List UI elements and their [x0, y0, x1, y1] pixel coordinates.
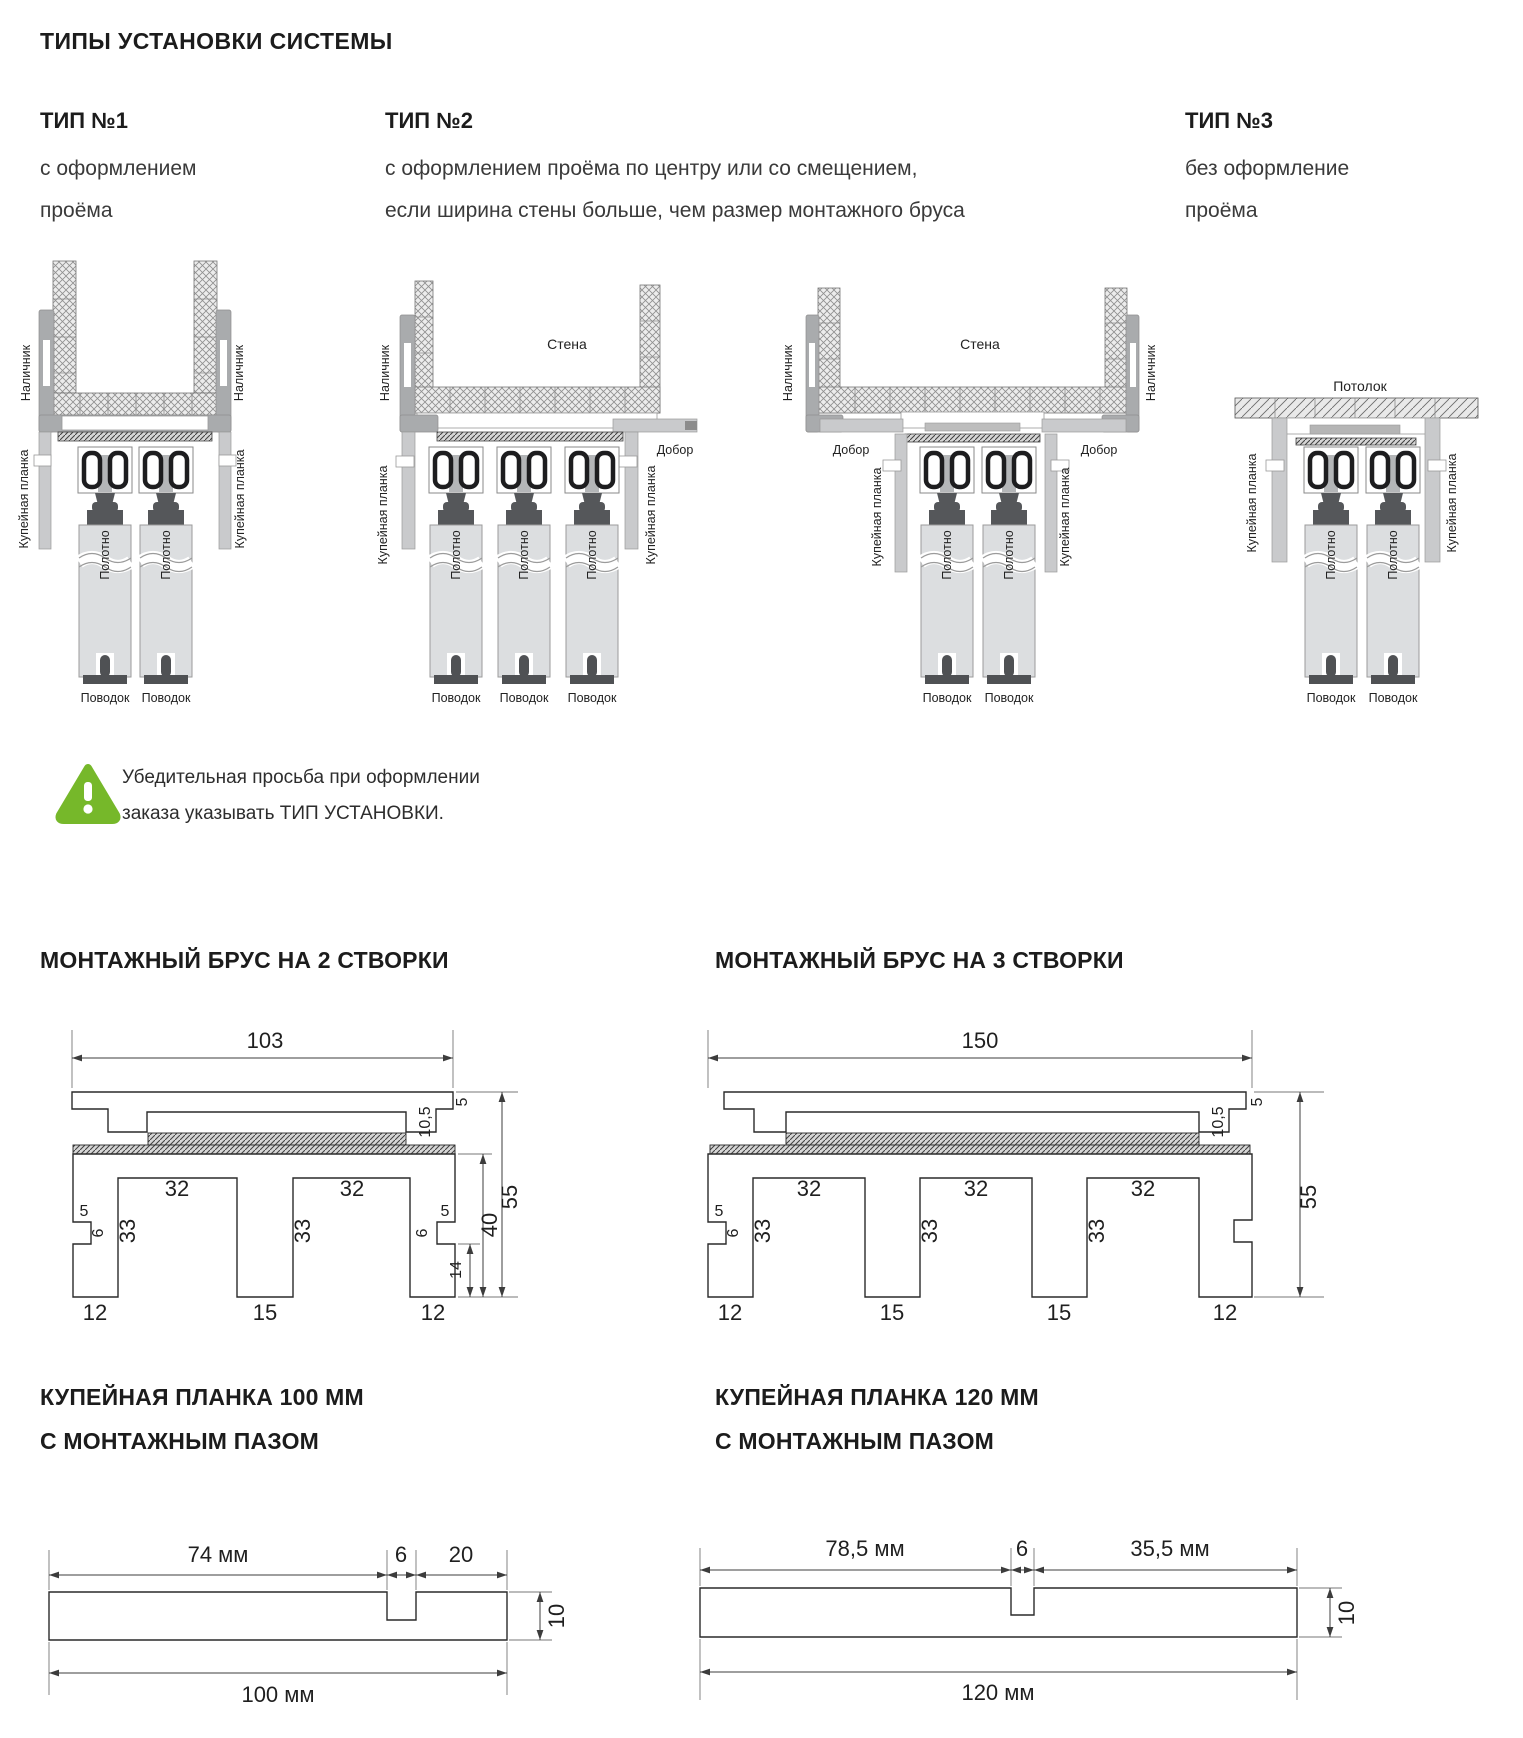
label-povodok: Поводок: [499, 691, 549, 705]
type-2-block: [385, 108, 1125, 232]
dim-foot: 12: [1212, 1300, 1238, 1325]
label-polotno: Полотно: [517, 530, 531, 580]
diagram-type-2-centered: [715, 255, 1170, 715]
dim-foot: 12: [717, 1300, 743, 1325]
diagram-type-3: [1170, 255, 1523, 715]
dim-total: 120 мм: [961, 1680, 1035, 1705]
label-povodok: Поводок: [1368, 691, 1418, 705]
label-povodok: Поводок: [984, 691, 1034, 705]
warning-triangle-icon: [55, 763, 121, 825]
beam-3-drawing: [640, 1000, 1380, 1340]
label-povodok: Поводок: [80, 691, 130, 705]
dim-notch-w: 5: [440, 1203, 450, 1220]
dim-foot: 12: [420, 1300, 446, 1325]
type-3-block: [1185, 108, 1505, 232]
label-dobor: Добор: [832, 443, 870, 457]
plank120-title-line-2: С МОНТАЖНЫМ ПАЗОМ: [715, 1428, 995, 1454]
dim-thickness: 10: [544, 1603, 569, 1629]
dim-notch-w: 5: [79, 1203, 89, 1220]
dim-left: 74 мм: [187, 1542, 249, 1567]
label-planka: Купейная планка: [376, 465, 390, 565]
dim-slot-width: 32: [796, 1176, 822, 1201]
plank100-title-line-1: КУПЕЙНАЯ ПЛАНКА 100 ММ: [40, 1384, 364, 1410]
dim-left: 78,5 мм: [825, 1536, 905, 1561]
dim-notch-h: 6: [414, 1228, 431, 1238]
dim-plate: 5: [454, 1097, 471, 1107]
plank-120-drawing: [640, 1490, 1400, 1730]
dim-plate: 5: [1249, 1097, 1266, 1107]
label-planka: Купейная планка: [870, 467, 884, 567]
dim-slot-width: 32: [1130, 1176, 1156, 1201]
label-povodok: Поводок: [141, 691, 191, 705]
label-nalichnik: Наличник: [781, 344, 795, 402]
label-polotno: Полотно: [1002, 530, 1016, 580]
dim-width: 150: [961, 1028, 999, 1053]
label-polotno: Полотно: [1324, 530, 1338, 580]
beam2-title: МОНТАЖНЫЙ БРУС НА 2 СТВОРКИ: [40, 947, 449, 973]
label-povodok: Поводок: [1306, 691, 1356, 705]
dim-step: 10,5: [417, 1106, 434, 1138]
label-nalichnik: Наличник: [378, 344, 392, 402]
label-dobor: Добор: [656, 443, 694, 457]
dim-total: 55: [497, 1184, 522, 1210]
dim-foot: 15: [1046, 1300, 1072, 1325]
dim-lip: 14: [448, 1261, 465, 1279]
dim-slot-width: 32: [339, 1176, 365, 1201]
diagram-type-1: [10, 255, 260, 715]
type-2-desc-line-1: с оформлением проёма по центру или со смещением,: [385, 157, 918, 180]
dim-slot-depth: 33: [917, 1218, 942, 1244]
label-nalichnik: Наличник: [19, 344, 33, 402]
label-polotno: Полотно: [449, 530, 463, 580]
type-2-title: ТИП №2: [385, 108, 473, 133]
label-planka: Купейная планка: [1245, 453, 1259, 553]
label-planka: Купейная планка: [1445, 453, 1459, 553]
diagram-type-2-offset: [355, 255, 715, 715]
type-1-desc-line-1: с оформлением: [40, 157, 197, 180]
plank100-title-line-2: С МОНТАЖНЫМ ПАЗОМ: [40, 1428, 320, 1454]
page-title: ТИПЫ УСТАНОВКИ СИСТЕМЫ: [40, 28, 393, 54]
dim-total: 100 мм: [241, 1682, 315, 1707]
label-planka: Купейная планка: [1058, 467, 1072, 567]
dim-foot: 12: [82, 1300, 108, 1325]
dim-slot: 6: [394, 1542, 408, 1567]
warning-line-1: Убедительная просьба при оформлении: [122, 767, 480, 788]
dim-slot: 6: [1015, 1536, 1029, 1561]
label-nalichnik: Наличник: [1144, 344, 1158, 402]
label-polotno: Полотно: [98, 530, 112, 580]
beam3-title: МОНТАЖНЫЙ БРУС НА 3 СТВОРКИ: [715, 947, 1124, 973]
plank120-title: [715, 1375, 1235, 1463]
dim-foot: 15: [252, 1300, 278, 1325]
dim-thickness: 10: [1334, 1600, 1359, 1626]
label-planka: Купейная планка: [17, 449, 31, 549]
dim-notch-w: 5: [714, 1203, 724, 1220]
dim-step: 10,5: [1210, 1106, 1227, 1138]
dim-slot-depth: 33: [750, 1218, 775, 1244]
type-2-desc-line-2: если ширина стены больше, чем размер монтажного бруса: [385, 199, 965, 222]
dim-slot-depth: 33: [290, 1218, 315, 1244]
label-povodok: Поводок: [431, 691, 481, 705]
beam-2-drawing: [40, 1000, 540, 1340]
label-dobor: Добор: [1080, 443, 1118, 457]
dim-slot-width: 32: [963, 1176, 989, 1201]
type-3-desc-line-2: проёма: [1185, 199, 1258, 222]
type-3-desc-line-1: без оформление: [1185, 157, 1350, 180]
label-stena: Стена: [960, 336, 1000, 352]
dim-notch-h: 6: [725, 1228, 742, 1238]
label-potolok: Потолок: [1333, 378, 1387, 394]
dim-foot: 15: [879, 1300, 905, 1325]
dim-notch-h: 6: [90, 1228, 107, 1238]
label-nalichnik: Наличник: [232, 344, 246, 402]
dim-slot-width: 32: [164, 1176, 190, 1201]
label-stena: Стена: [547, 336, 587, 352]
dim-total: 55: [1296, 1184, 1321, 1210]
label-planka: Купейная планка: [233, 449, 247, 549]
type-1-desc-line-2: проёма: [40, 199, 113, 222]
dim-slot-depth: 33: [1084, 1218, 1109, 1244]
label-povodok: Поводок: [567, 691, 617, 705]
dim-width: 103: [246, 1028, 284, 1053]
label-polotno: Полотно: [940, 530, 954, 580]
label-povodok: Поводок: [922, 691, 972, 705]
label-polotno: Полотно: [1386, 530, 1400, 580]
dim-slot-depth: 33: [115, 1218, 140, 1244]
label-planka: Купейная планка: [644, 465, 658, 565]
dim-right: 35,5 мм: [1130, 1536, 1210, 1561]
plank120-title-line-1: КУПЕЙНАЯ ПЛАНКА 120 ММ: [715, 1384, 1039, 1410]
warning-line-2: заказа указывать ТИП УСТАНОВКИ.: [122, 803, 444, 824]
dim-body: 40: [477, 1212, 502, 1238]
dim-right: 20: [448, 1542, 474, 1567]
plank-100-drawing: [40, 1490, 580, 1730]
label-polotno: Полотно: [159, 530, 173, 580]
type-1-title: ТИП №1: [40, 108, 128, 133]
type-1-block: [40, 108, 340, 232]
plank100-title: [40, 1375, 560, 1463]
type-3-title: ТИП №3: [1185, 108, 1273, 133]
label-polotno: Полотно: [585, 530, 599, 580]
warning-note: [122, 760, 642, 832]
